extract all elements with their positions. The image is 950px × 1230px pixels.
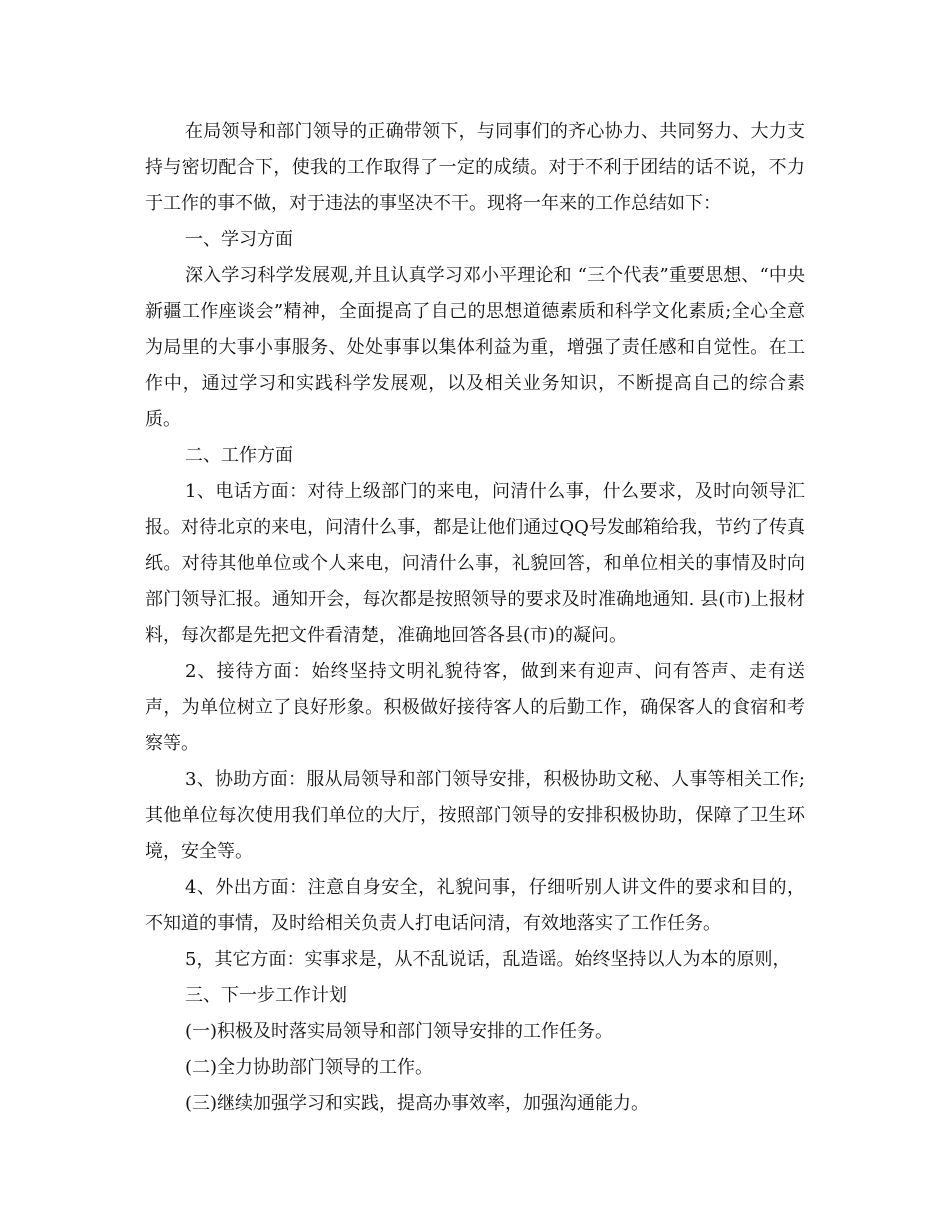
paragraph-reception: 2、接待方面：始终坚持文明礼貌待客，做到来有迎声、问有答声、走有送声，为单位树立了良好形象。积极做好接待客人的后勤工作，确保客人的食宿和考察等。 [145,661,805,754]
section-heading-study: 一、学习方面 [185,229,293,250]
document-body [145,114,805,1122]
paragraph-assist: 3、协助方面：服从局领导和部门领导安排，积极协助文秘、人事等相关工作;其他单位每次使用我们单位的大厅，按照部门领导的安排积极协助，保障了卫生环境，安全等。 [145,769,805,862]
paragraph-study: 深入学习科学发展观,并且认真学习邓小平理论和 “三个代表”重要思想、“中央新疆工作座谈会”精神，全面提高了自己的思想道德素质和科学文化素质;全心全意为局里的大事小事服务、处处事事以集体利益为重，增强了责任感和自觉性。在工作中，通过学习和实践科学发展观，以及相关业务知识，不断提高自己的综合素质。 [145,265,805,430]
paragraph-other: 5，其它方面：实事求是，从不乱说话，乱造谣。始终坚持以人为本的原则， [185,949,791,970]
paragraph-outing: 4、外出方面：注意自身安全，礼貌问事，仔细听别人讲文件的要求和目的，不知道的事情，及时给相关负责人打电话问清，有效地落实了工作任务。 [145,877,805,934]
plan-item-2: (二)全力协助部门领导的工作。 [185,1057,434,1078]
paragraph-intro: 在局领导和部门领导的正确带领下，与同事们的齐心协力、共同努力、大力支持与密切配合下，使我的工作取得了一定的成绩。对于不利于团结的话不说，不力于工作的事不做，对于违法的事坚决不干。现将一年来的工作总结如下： [145,121,805,214]
section-heading-work: 二、工作方面 [185,445,293,466]
plan-item-1: (一)积极及时落实局领导和部门领导安排的工作任务。 [185,1021,614,1042]
plan-item-3: (三)继续加强学习和实践，提高办事效率，加强沟通能力。 [185,1093,650,1114]
section-heading-plan: 三、下一步工作计划 [185,985,347,1006]
paragraph-phone: 1、电话方面：对待上级部门的来电，问清什么事，什么要求，及时向领导汇报。对待北京的来电，问清什么事，都是让他们通过QQ号发邮箱给我，节约了传真纸。对待其他单位或个人来电，问清什么事，礼貌回答，和单位相关的事情及时向部门领导汇报。通知开会，每次都是按照领导的要求及时准确地通知. 县(市)上报材料，每次都是先把文件看清楚，准确地回答各县(市)的凝问。 [145,481,805,646]
